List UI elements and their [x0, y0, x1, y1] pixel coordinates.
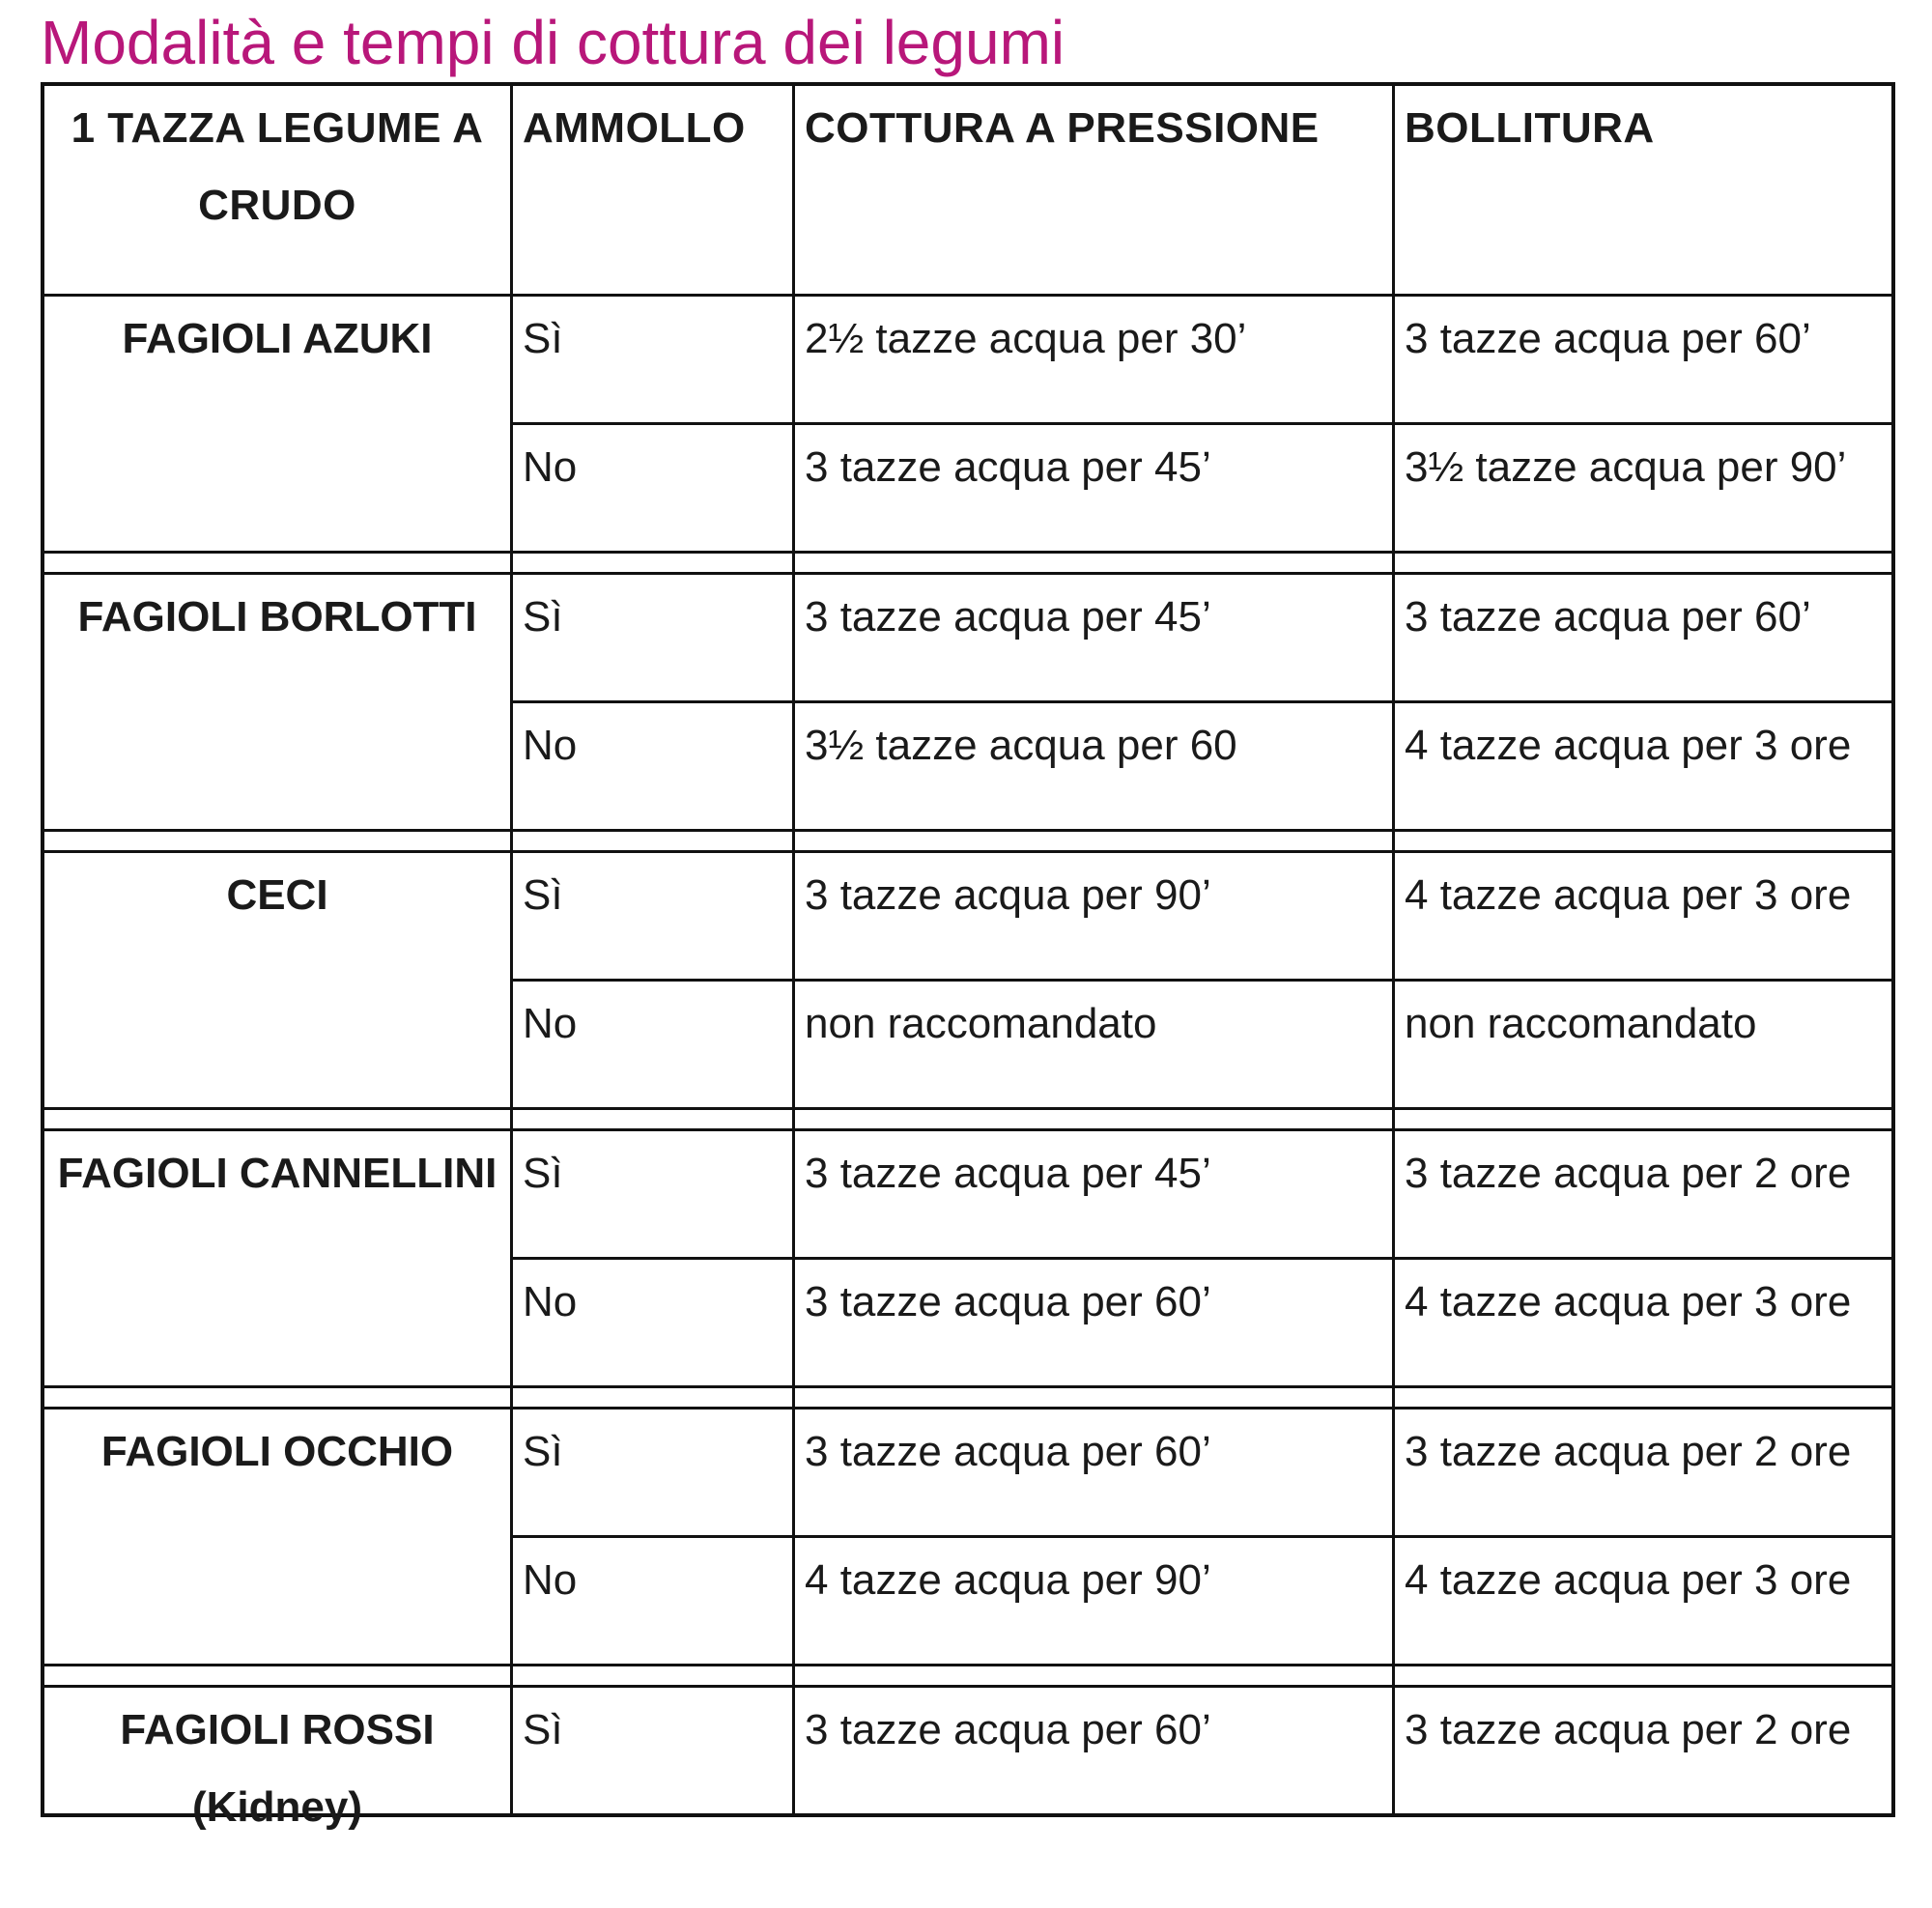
cell-pressione: non raccomandato	[795, 982, 1395, 1110]
cell-pressione: 3 tazze acqua per 45’	[795, 1131, 1395, 1260]
separator-column-line	[510, 1110, 513, 1128]
cell-pressione: 2½ tazze acqua per 30’	[795, 297, 1395, 425]
cell-pressione: 4 tazze acqua per 90’	[795, 1538, 1395, 1666]
cell-pressione: 3 tazze acqua per 45’	[795, 425, 1395, 554]
separator-column-line	[792, 554, 795, 572]
group-separator	[44, 1110, 1891, 1131]
cell-bollitura: 4 tazze acqua per 3 ore	[1395, 703, 1891, 832]
cooking-table	[41, 82, 1895, 1831]
cell-pressione: 3 tazze acqua per 60’	[795, 1688, 1395, 1816]
cell-ammollo: No	[513, 1260, 795, 1388]
separator-column-line	[792, 832, 795, 850]
cell-pressione: 3 tazze acqua per 45’	[795, 575, 1395, 703]
separator-column-line	[1392, 1388, 1395, 1407]
legume-name: CECI	[44, 853, 513, 1110]
cell-ammollo: Sì	[513, 575, 795, 703]
group-separator	[44, 1666, 1891, 1688]
cell-ammollo: Sì	[513, 1131, 795, 1260]
separator-column-line	[1392, 1666, 1395, 1685]
separator-column-line	[1392, 1110, 1395, 1128]
separator-column-line	[510, 554, 513, 572]
separator-column-line	[1392, 832, 1395, 850]
cell-bollitura: non raccomandato	[1395, 982, 1891, 1110]
cell-pressione: 3½ tazze acqua per 60	[795, 703, 1395, 832]
cell-ammollo: Sì	[513, 1410, 795, 1538]
table-grid	[44, 86, 1891, 1831]
cell-pressione: 3 tazze acqua per 60’	[795, 1260, 1395, 1388]
header-ammollo: AMMOLLO	[513, 86, 795, 297]
cell-ammollo: No	[513, 982, 795, 1110]
cell-bollitura: 3 tazze acqua per 2 ore	[1395, 1131, 1891, 1260]
cell-bollitura: 4 tazze acqua per 3 ore	[1395, 853, 1891, 982]
separator-column-line	[792, 1110, 795, 1128]
group-separator	[44, 1388, 1891, 1410]
cell-ammollo: Sì	[513, 297, 795, 425]
cell-bollitura: 3 tazze acqua per 2 ore	[1395, 1410, 1891, 1538]
legume-name: FAGIOLI BORLOTTI	[44, 575, 513, 832]
cell-ammollo: Sì	[513, 1688, 795, 1816]
cell-pressione: 3 tazze acqua per 60’	[795, 1410, 1395, 1538]
separator-column-line	[510, 1388, 513, 1407]
separator-column-line	[792, 1666, 795, 1685]
separator-column-line	[510, 1666, 513, 1685]
cell-bollitura: 3½ tazze acqua per 90’	[1395, 425, 1891, 554]
cell-ammollo: No	[513, 425, 795, 554]
cell-pressione: 3 tazze acqua per 90’	[795, 853, 1395, 982]
separator-column-line	[792, 1388, 795, 1407]
cell-bollitura: 4 tazze acqua per 3 ore	[1395, 1538, 1891, 1666]
cell-ammollo: No	[513, 1538, 795, 1666]
cell-bollitura: 3 tazze acqua per 60’	[1395, 297, 1891, 425]
header-bollitura: BOLLITURA	[1395, 86, 1891, 297]
separator-column-line	[1392, 554, 1395, 572]
group-separator	[44, 832, 1891, 853]
page-title: Modalità e tempi di cottura dei legumi	[41, 8, 1065, 77]
legume-name: FAGIOLI AZUKI	[44, 297, 513, 554]
cell-ammollo: Sì	[513, 853, 795, 982]
cell-bollitura: 3 tazze acqua per 2 ore	[1395, 1688, 1891, 1816]
cell-bollitura: 3 tazze acqua per 60’	[1395, 575, 1891, 703]
header-pressione: COTTURA A PRESSIONE	[795, 86, 1395, 297]
separator-column-line	[510, 832, 513, 850]
group-separator	[44, 554, 1891, 575]
legume-name: FAGIOLI CANNELLINI	[44, 1131, 513, 1388]
legume-name: FAGIOLI ROSSI (Kidney)	[44, 1688, 513, 1816]
cell-ammollo: No	[513, 703, 795, 832]
legume-name: FAGIOLI OCCHIO	[44, 1410, 513, 1666]
cell-bollitura: 4 tazze acqua per 3 ore	[1395, 1260, 1891, 1388]
header-legume: 1 TAZZA LEGUME A CRUDO	[44, 86, 513, 297]
